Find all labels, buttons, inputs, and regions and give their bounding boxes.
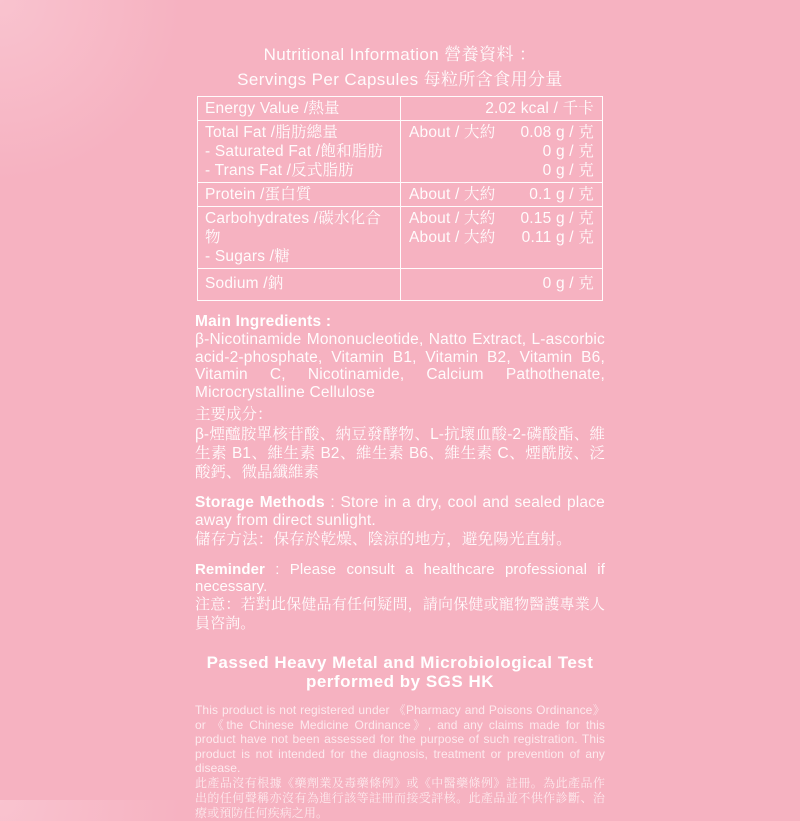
main-ingredients-zh-heading: 主要成分：	[195, 406, 273, 423]
header-line-1: Nutritional Information 營養資料 ：	[263, 45, 537, 64]
reminder-body-en: : Please consult a healthcare professional if necessary.	[195, 561, 605, 595]
table-row-protein	[198, 182, 602, 206]
storage-section	[195, 494, 605, 549]
value-prefix: About / 大約	[409, 124, 496, 141]
value-amount: 0 g / 克	[542, 275, 594, 292]
disclaimer-zh: 此產品沒有根據《藥劑業及毒藥條例》或《中醫藥條例》註冊。為此產品作出的任何聲稱亦沒有為進行該等註冊而接受評核。此產品並不供作診斷、治療或預防任何疾病之用。	[195, 775, 605, 820]
row-label: - Sugars /糖	[205, 248, 290, 265]
sgs-line-2: performed by SGS HK	[305, 672, 495, 691]
row-label: Sodium /鈉	[205, 275, 284, 292]
table-row-total-fat	[198, 120, 602, 182]
row-label: - Trans Fat /反式脂肪	[205, 162, 354, 179]
nutrition-table	[197, 96, 603, 301]
table-row-sodium	[198, 268, 602, 300]
storage-body-zh: 儲存方法：保存於乾燥、陰涼的地方，避免陽光直射。	[195, 531, 572, 548]
value-amount: 0.1 g / 克	[529, 186, 594, 203]
reminder-heading: Reminder	[195, 561, 265, 578]
table-row-energy	[198, 97, 602, 120]
disclaimer-en: This product is not registered under 《Pharmacy and Poisons Ordinance》 or 《the Chinese Medicine Ordinance》, and any claims made for this product have not been assessed for the purpose of such registration. This product is not intended for the diagnosis, treatment or prevention of any disease.	[195, 703, 605, 775]
value-amount: 0 g / 克	[542, 162, 594, 179]
value-amount: 2.02 kcal / 千卡	[485, 100, 594, 117]
table-row-carbohydrates	[198, 206, 602, 268]
main-ingredients-en-section	[195, 313, 605, 401]
row-label: Energy Value /熱量	[205, 100, 340, 117]
sgs-line-1: Passed Heavy Metal and Microbiological Test	[206, 653, 594, 672]
value-prefix: About / 大約	[409, 186, 496, 203]
row-label: - Saturated Fat /飽和脂肪	[205, 143, 384, 160]
value-prefix: About / 大約	[409, 210, 496, 227]
row-label: Carbohydrates /碳水化合物	[205, 210, 382, 246]
value-amount: 0.11 g / 克	[521, 229, 594, 246]
main-ingredients-zh-section	[195, 405, 605, 482]
value-prefix: About / 大約	[409, 229, 496, 246]
main-ingredients-body: β-Nicotinamide Mononucleotide, Natto Extract, L-ascorbic acid-2-phosphate, Vitamin B1, Vitamin B2, Vitamin B6, Vitamin C, Nicotinamide, Calcium Pathothenate, Microcrystalline Cellulose	[195, 331, 605, 401]
value-amount: 0 g / 克	[542, 143, 594, 160]
main-ingredients-heading: Main Ingredients :	[195, 313, 332, 330]
storage-heading: Storage Methods	[195, 494, 325, 511]
value-amount: 0.08 g / 克	[520, 124, 594, 141]
label-header	[0, 42, 800, 92]
sgs-test-statement	[195, 653, 605, 691]
reminder-section	[195, 561, 605, 633]
row-label: Total Fat /脂肪總量	[205, 124, 339, 141]
header-line-2: Servings Per Capsules 每粒所含食用分量	[237, 70, 563, 89]
main-ingredients-zh-body: β-煙醯胺單核苷酸、納豆發酵物、L-抗壞血酸-2-磷酸酯、維生素 B1、維生素 B2、維生素 B6、維生素 C、煙酰胺、泛酸鈣、微晶纖維素	[195, 426, 605, 481]
storage-body-en: : Store in a dry, cool and sealed place away from direct sunlight.	[195, 494, 605, 529]
value-amount: 0.15 g / 克	[520, 210, 594, 227]
row-label: Protein /蛋白質	[205, 186, 312, 203]
reminder-body-zh: 注意：若對此保健品有任何疑問，請向保健或寵物醫護專業人員咨詢。	[195, 596, 605, 632]
disclaimer-section	[195, 703, 605, 821]
